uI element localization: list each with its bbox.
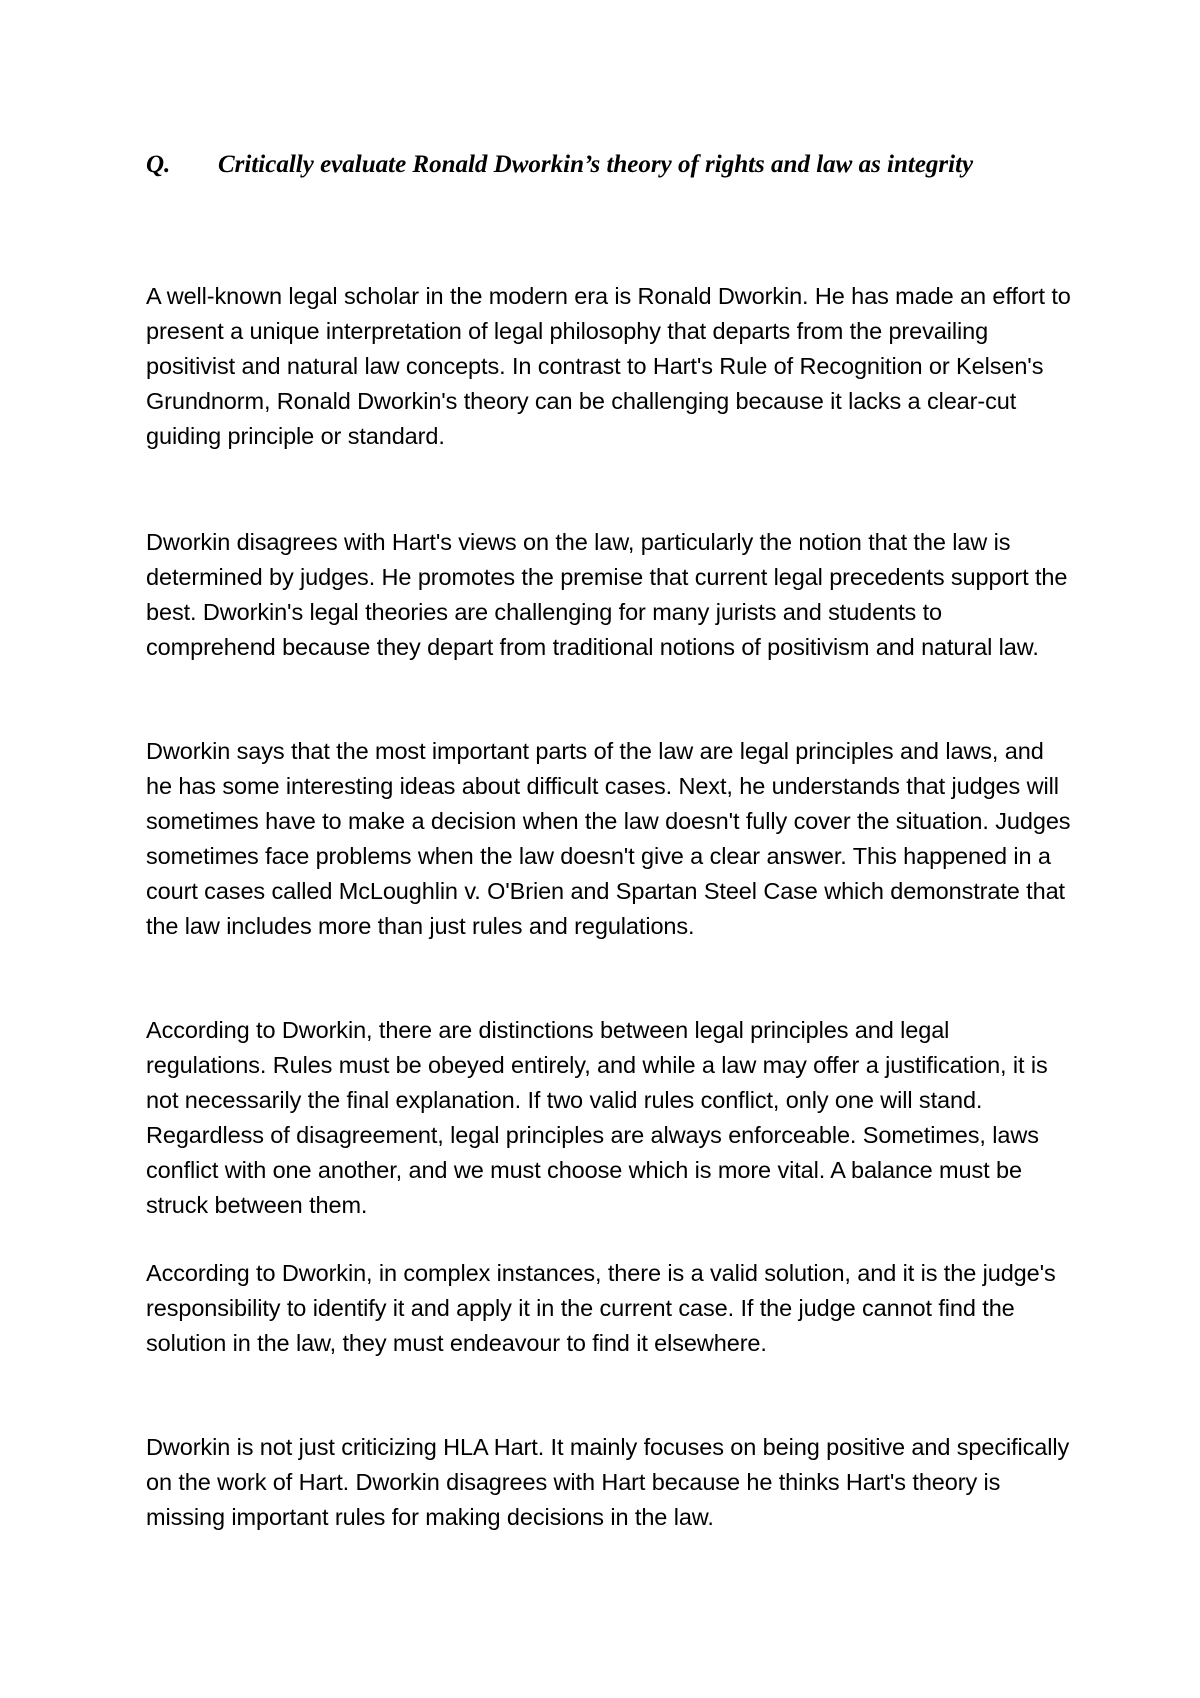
question-label: Q.: [146, 151, 171, 178]
paragraph-5: According to Dworkin, in complex instances, there is a valid solution, and it is the judge's responsibility to identify it and apply it in the current case. If the judge cannot find the solution in the law, they must endeavour to find it elsewhere.: [146, 1260, 1056, 1356]
paragraph-1: A well-known legal scholar in the modern era is Ronald Dworkin. He has made an effort to present a unique interpretation of legal philosophy that departs from the prevailing positivist and natural law concepts. In contrast to Hart's Rule of Recognition or Kelsen's Grundnorm, Ronald Dworkin's theory can be challenging because it lacks a clear-cut guiding principle or standard.: [146, 283, 1071, 449]
paragraph-6: Dworkin is not just criticizing HLA Hart. It mainly focuses on being positive and specifically on the work of Hart. Dworkin disagrees with Hart because he thinks Hart's theory is missing important rules for making decisions in the law.: [146, 1434, 1070, 1530]
paragraph-2: Dworkin disagrees with Hart's views on the law, particularly the notion that the law is determined by judges. He promotes the premise that current legal precedents support the best. Dworkin's legal theories are challenging for many jurists and students to comprehend because they depart from traditional notions of positivism and natural law.: [146, 529, 1068, 660]
paragraph-4: According to Dworkin, there are distinctions between legal principles and legal regulations. Rules must be obeyed entirely, and while a law may offer a justification, it is not necessarily the final explanation. If two valid rules conflict, only one will stand. Regardless of disagreement, legal principles are always enforceable. Sometimes, laws conflict with one another, and we must choose which is more vital. A balance must be struck between them.: [146, 1017, 1048, 1218]
paragraph-3: Dworkin says that the most important parts of the law are legal principles and laws, and he has some interesting ideas about difficult cases. Next, he understands that judges will sometimes have to make a decision when the law doesn't fully cover the situation. Judges sometimes face problems when the law doesn't give a clear answer. This happened in a court cases called McLoughlin v. O'Brien and Spartan Steel Case which demonstrate that the law includes more than just rules and regulations.: [146, 738, 1071, 939]
question-heading: [146, 148, 1066, 182]
question-text: Critically evaluate Ronald Dworkin’s theory of rights and law as integrity: [218, 151, 974, 178]
